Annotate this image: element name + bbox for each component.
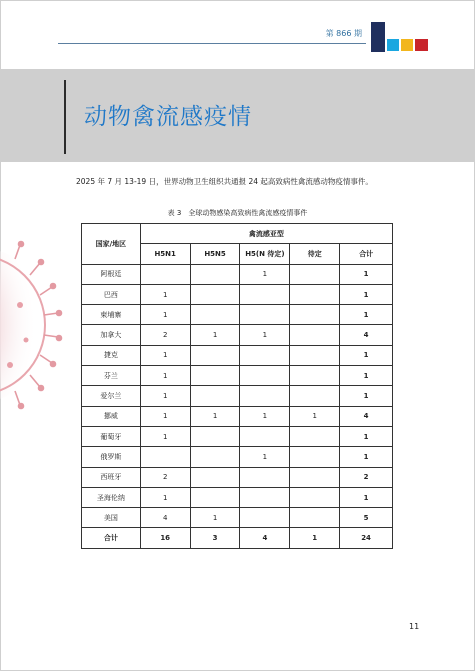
cell-h5n-pending [240,467,290,487]
row-region: 葡萄牙 [82,426,141,446]
row-region: 阿根廷 [82,264,141,284]
header-col-h5n1: H5N1 [140,244,190,264]
issue-number: 第 866 期 [325,29,362,38]
header-col-pending: 待定 [290,244,340,264]
table-row [82,284,393,304]
row-region: 西班牙 [82,467,141,487]
cell-pending [290,325,340,345]
total-pending: 1 [290,528,340,548]
cell-h5n5 [190,467,240,487]
cell-total: 1 [340,487,393,507]
table-row [82,386,393,406]
table-body [82,264,393,528]
cell-h5n5: 1 [190,406,240,426]
table-row [82,426,393,446]
row-region: 加拿大 [82,325,141,345]
table-row [82,467,393,487]
logo-block-red [415,39,428,51]
cell-h5n-pending [240,426,290,446]
cell-h5n1: 4 [140,508,190,528]
cell-pending [290,305,340,325]
cell-h5n5 [190,426,240,446]
header-col-h5n-pending: H5(N 待定) [240,244,290,264]
row-region: 挪威 [82,406,141,426]
cell-h5n1: 1 [140,366,190,386]
row-region: 捷克 [82,345,141,365]
logo-block-yellow [401,39,413,51]
banner-accent-bar [64,80,66,154]
cell-h5n5: 1 [190,508,240,528]
cell-h5n1: 2 [140,325,190,345]
cell-h5n-pending [240,366,290,386]
table-row [82,447,393,467]
cell-h5n-pending: 1 [240,325,290,345]
cell-h5n1: 1 [140,305,190,325]
cell-total: 1 [340,305,393,325]
row-region: 美国 [82,508,141,528]
logo-block-cyan [387,39,399,51]
table-row [82,406,393,426]
cell-pending [290,345,340,365]
cell-total: 4 [340,406,393,426]
row-region: 柬埔寨 [82,305,141,325]
cell-h5n-pending [240,345,290,365]
cell-h5n5 [190,386,240,406]
header-col-total: 合计 [340,244,393,264]
total-label: 合计 [82,528,141,548]
cell-h5n1 [140,264,190,284]
total-h5n-pending: 4 [240,528,290,548]
cell-h5n5 [190,345,240,365]
row-region: 圣海伦纳 [82,487,141,507]
cell-h5n5 [190,264,240,284]
cell-h5n5 [190,447,240,467]
table-caption: 表 3 全球动物感染高致病性禽流感疫情事件 [167,209,308,217]
logo-block-navy [371,22,385,52]
cell-h5n-pending: 1 [240,264,290,284]
table-total-row [82,528,393,548]
cell-h5n5 [190,284,240,304]
total-h5n5: 3 [190,528,240,548]
cell-pending [290,284,340,304]
cell-pending: 1 [290,406,340,426]
header-col-h5n5: H5N5 [190,244,240,264]
cell-total: 1 [340,264,393,284]
page-number: 11 [409,622,420,631]
hpai-events-table [81,223,393,549]
cell-total: 5 [340,508,393,528]
cell-h5n5 [190,305,240,325]
publication-logo [371,22,431,52]
section-title: 动物禽流感疫情 [84,104,252,130]
table-row [82,508,393,528]
virus-illustration [0,235,80,415]
cell-pending [290,386,340,406]
cell-h5n-pending [240,508,290,528]
header-subtype-group: 禽流感亚型 [140,224,392,244]
cell-total: 1 [340,345,393,365]
cell-total: 1 [340,284,393,304]
cell-total: 1 [340,426,393,446]
intro-paragraph: 2025 年 7 月 13-19 日，世界动物卫生组织共通报 24 起高致病性禽流感动物疫情事件。 [76,177,373,186]
table-row [82,487,393,507]
cell-h5n-pending: 1 [240,447,290,467]
row-region: 爱尔兰 [82,386,141,406]
cell-pending [290,508,340,528]
cell-pending [290,467,340,487]
cell-h5n1: 1 [140,386,190,406]
table-row [82,325,393,345]
cell-h5n-pending: 1 [240,406,290,426]
total-sum: 24 [340,528,393,548]
table-row [82,264,393,284]
cell-pending [290,264,340,284]
total-h5n1: 16 [140,528,190,548]
cell-total: 1 [340,386,393,406]
cell-pending [290,447,340,467]
cell-h5n1: 1 [140,284,190,304]
cell-h5n-pending [240,305,290,325]
cell-h5n1: 2 [140,467,190,487]
cell-h5n1: 1 [140,426,190,446]
cell-h5n1: 1 [140,345,190,365]
cell-h5n1: 1 [140,406,190,426]
cell-h5n1 [140,447,190,467]
table-row [82,305,393,325]
table-row [82,366,393,386]
cell-total: 1 [340,366,393,386]
cell-total: 1 [340,447,393,467]
header-rule [58,43,366,44]
cell-h5n5: 1 [190,325,240,345]
cell-pending [290,487,340,507]
cell-h5n-pending [240,487,290,507]
header-region: 国家/地区 [82,224,141,265]
row-region: 俄罗斯 [82,447,141,467]
row-region: 巴西 [82,284,141,304]
table-row [82,345,393,365]
cell-h5n1: 1 [140,487,190,507]
cell-pending [290,366,340,386]
cell-total: 2 [340,467,393,487]
cell-pending [290,426,340,446]
cell-h5n-pending [240,386,290,406]
cell-h5n-pending [240,284,290,304]
row-region: 芬兰 [82,366,141,386]
cell-total: 4 [340,325,393,345]
cell-h5n5 [190,366,240,386]
cell-h5n5 [190,487,240,507]
